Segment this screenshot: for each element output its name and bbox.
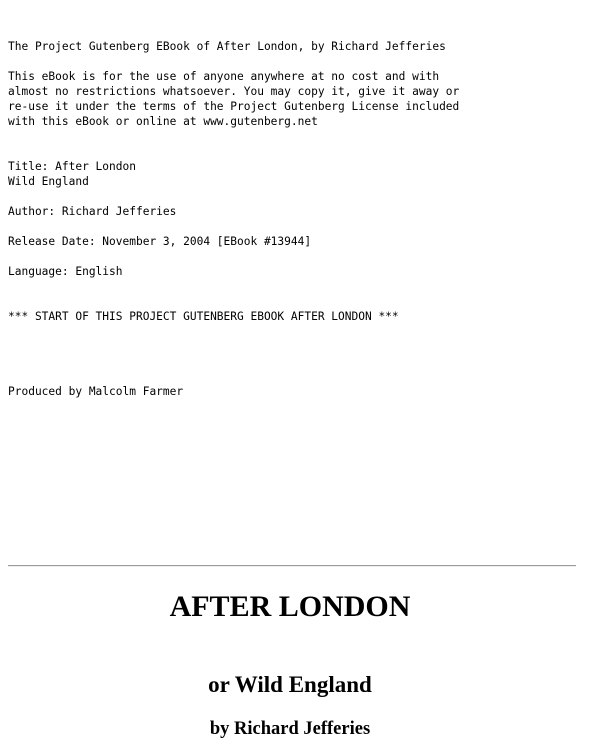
- blank-line: [8, 54, 584, 69]
- header-text-line: This eBook is for the use of anyone anywhere at no cost and with: [8, 70, 440, 83]
- blank-line: [8, 219, 584, 234]
- header-text-line: Produced by Malcolm Farmer: [8, 385, 184, 398]
- header-text-line: Title: After London: [8, 160, 136, 173]
- blank-line: [8, 339, 584, 354]
- header-text-line: *** START OF THIS PROJECT GUTENBERG EBOOK AFTER LONDON ***: [8, 310, 399, 323]
- header-text-line: re-use it under the terms of the Project Gutenberg License included: [8, 100, 460, 113]
- header-text-line: The Project Gutenberg EBook of After London, by Richard Jefferies: [8, 40, 446, 53]
- header-text-line: Release Date: November 3, 2004 [EBook #13944]: [8, 235, 312, 248]
- blank-line: [8, 369, 584, 384]
- header-text-line: with this eBook or online at www.gutenberg.net: [8, 115, 318, 128]
- header-text-line: Author: Richard Jefferies: [8, 205, 177, 218]
- horizontal-divider: [8, 565, 576, 567]
- book-title: AFTER LONDON: [169, 590, 411, 623]
- blank-line: [8, 294, 584, 309]
- book-author-byline: by Richard Jefferies: [209, 719, 371, 739]
- blank-line: [8, 354, 584, 369]
- blank-line: [8, 144, 584, 159]
- blank-line: [8, 129, 584, 144]
- blank-line: [8, 324, 584, 339]
- blank-line: [8, 189, 584, 204]
- header-text-line: Language: English: [8, 265, 123, 278]
- header-text-line: almost no restrictions whatsoever. You may copy it, give it away or: [8, 85, 460, 98]
- book-subtitle: or Wild England: [208, 672, 372, 697]
- blank-line: [8, 279, 584, 294]
- header-text-line: Wild England: [8, 175, 89, 188]
- gutenberg-header-text: [8, 39, 584, 399]
- blank-line: [8, 249, 584, 264]
